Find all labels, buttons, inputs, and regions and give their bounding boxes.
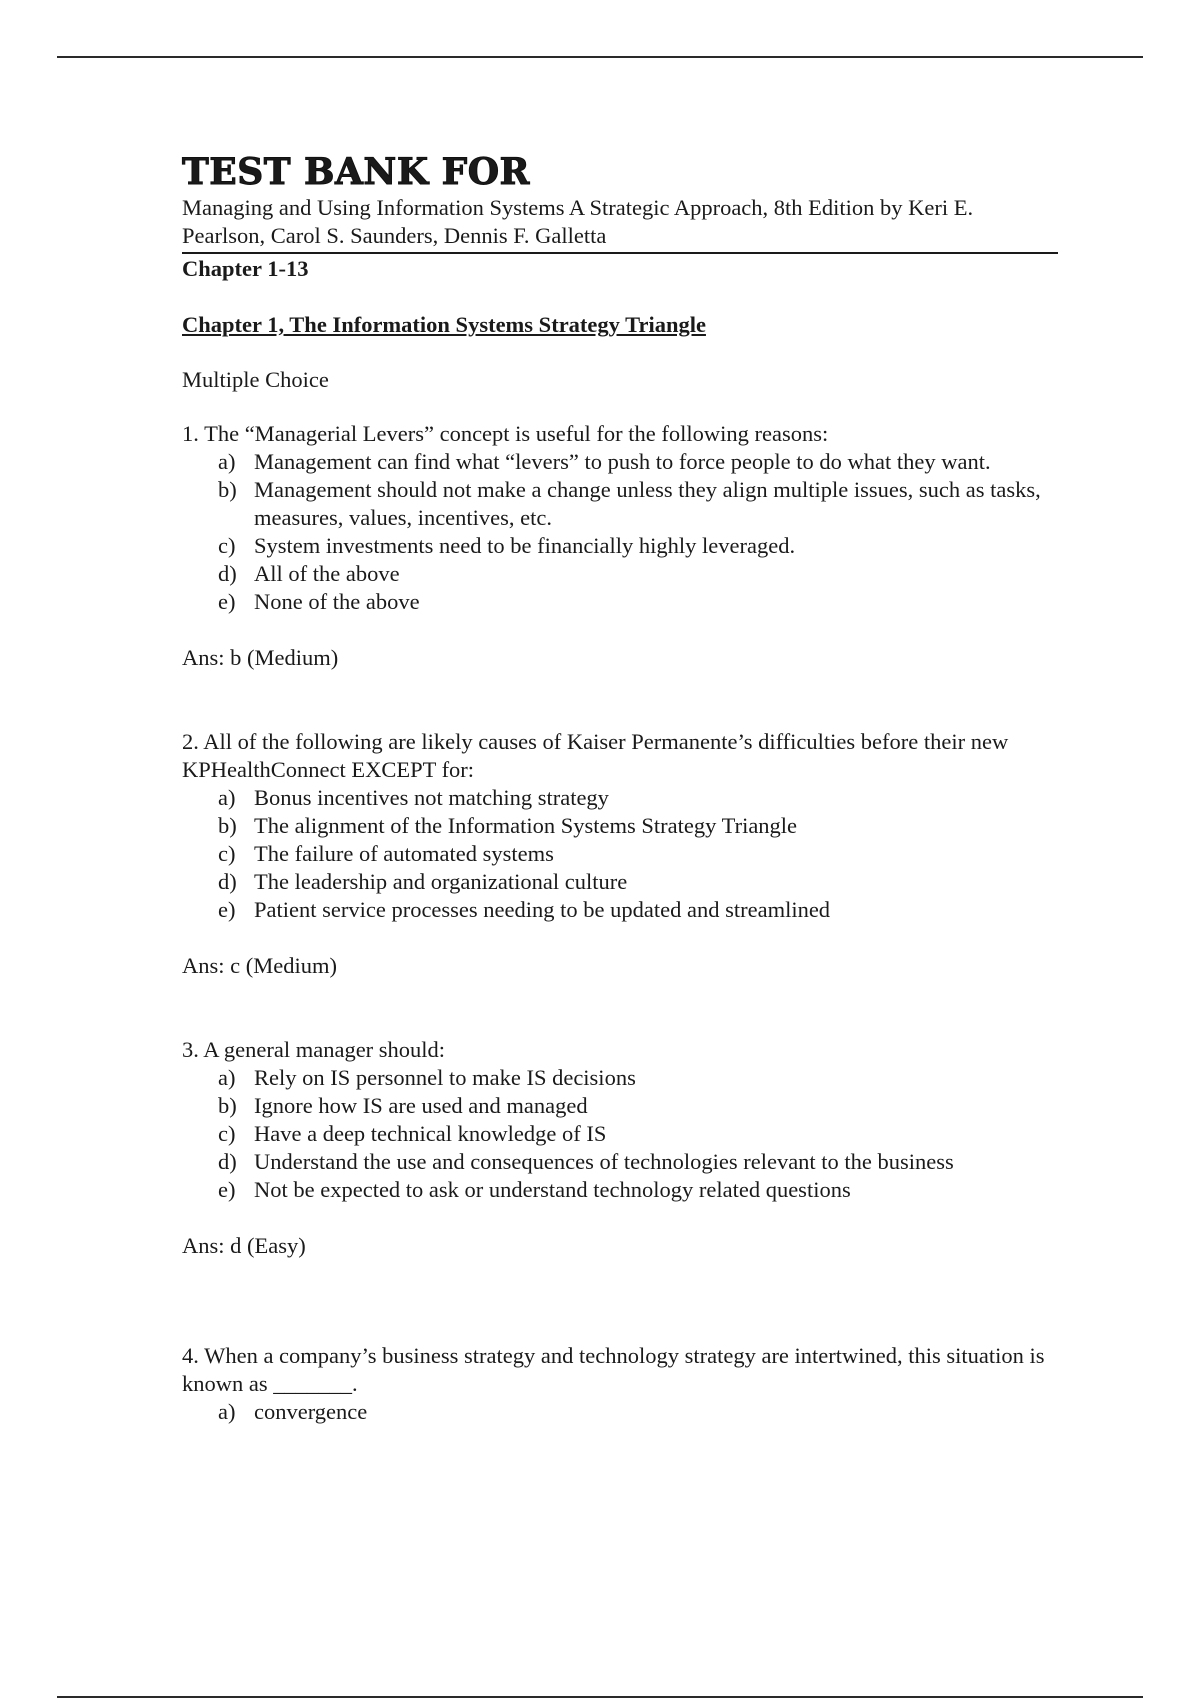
option-item — [218, 840, 1058, 868]
option-letter: d) — [218, 869, 237, 894]
option-item — [218, 784, 1058, 812]
document-page — [182, 150, 1058, 1426]
answer-key: Ans: d (Easy) — [182, 1233, 306, 1258]
option-text: Rely on IS personnel to make IS decisions — [254, 1065, 636, 1090]
option-list — [182, 784, 1058, 924]
option-letter: c) — [218, 1121, 236, 1146]
question-stem: 4. When a company’s business strategy and technology strategy are intertwined, this situation is known as _______. — [182, 1343, 1045, 1396]
bottom-rule — [57, 1696, 1143, 1698]
option-letter: b) — [218, 477, 237, 502]
option-item — [218, 532, 1058, 560]
option-item — [218, 448, 1058, 476]
option-text: Management can find what “levers” to push to force people to do what they want. — [254, 449, 991, 474]
top-rule — [57, 56, 1143, 58]
question-4 — [182, 1342, 1058, 1426]
option-item — [218, 1064, 1058, 1092]
option-text: The failure of automated systems — [254, 841, 554, 866]
chapter-heading: Chapter 1, The Information Systems Strategy Triangle — [182, 312, 706, 337]
option-letter: d) — [218, 561, 237, 586]
option-letter: a) — [218, 1399, 236, 1424]
option-item — [218, 1148, 1058, 1176]
document-title: TEST BANK FOR — [182, 151, 530, 193]
option-letter: c) — [218, 841, 236, 866]
option-text: Bonus incentives not matching strategy — [254, 785, 609, 810]
option-letter: e) — [218, 1177, 236, 1202]
option-item — [218, 812, 1058, 840]
option-letter: a) — [218, 449, 236, 474]
option-letter: c) — [218, 533, 236, 558]
option-text: Have a deep technical knowledge of IS — [254, 1121, 607, 1146]
option-text: The leadership and organizational culture — [254, 869, 628, 894]
option-list — [182, 1064, 1058, 1204]
option-text: convergence — [254, 1399, 368, 1424]
question-stem: 3. A general manager should: — [182, 1037, 446, 1062]
option-letter: e) — [218, 589, 236, 614]
option-item — [218, 588, 1058, 616]
option-text: System investments need to be financially highly leveraged. — [254, 533, 796, 558]
option-letter: a) — [218, 785, 236, 810]
question-stem: 1. The “Managerial Levers” concept is useful for the following reasons: — [182, 421, 829, 446]
option-text: Ignore how IS are used and managed — [254, 1093, 588, 1118]
option-text: All of the above — [254, 561, 400, 586]
option-item — [218, 1120, 1058, 1148]
option-list — [182, 448, 1058, 616]
option-item — [218, 1398, 1058, 1426]
option-letter: a) — [218, 1065, 236, 1090]
option-item — [218, 896, 1058, 924]
option-item — [218, 1092, 1058, 1120]
option-item — [218, 1176, 1058, 1204]
document-subtitle: Managing and Using Information Systems A Strategic Approach, 8th Edition by Keri E. Pearlson, Carol S. Saunders, Dennis F. Galletta — [182, 194, 1058, 254]
option-item — [218, 476, 1058, 532]
answer-key: Ans: c (Medium) — [182, 953, 337, 978]
option-letter: b) — [218, 813, 237, 838]
option-item — [218, 560, 1058, 588]
option-text: Understand the use and consequences of technologies relevant to the business — [254, 1149, 954, 1174]
section-label: Multiple Choice — [182, 367, 329, 392]
answer-key: Ans: b (Medium) — [182, 645, 339, 670]
chapter-range: Chapter 1-13 — [182, 256, 309, 281]
option-text: Patient service processes needing to be updated and streamlined — [254, 897, 831, 922]
option-list — [182, 1398, 1058, 1426]
option-letter: b) — [218, 1093, 237, 1118]
question-3 — [182, 1036, 1058, 1260]
option-item — [218, 868, 1058, 896]
option-text: Management should not make a change unless they align multiple issues, such as tasks, measures, values, incentives, etc. — [254, 477, 1041, 530]
option-text: None of the above — [254, 589, 420, 614]
question-1 — [182, 420, 1058, 672]
option-letter: d) — [218, 1149, 237, 1174]
option-text: Not be expected to ask or understand technology related questions — [254, 1177, 851, 1202]
question-2 — [182, 728, 1058, 980]
option-text: The alignment of the Information Systems Strategy Triangle — [254, 813, 798, 838]
option-letter: e) — [218, 897, 236, 922]
question-stem: 2. All of the following are likely causes of Kaiser Permanente’s difficulties before their new KPHealthConnect EXCEPT for: — [182, 729, 1009, 782]
